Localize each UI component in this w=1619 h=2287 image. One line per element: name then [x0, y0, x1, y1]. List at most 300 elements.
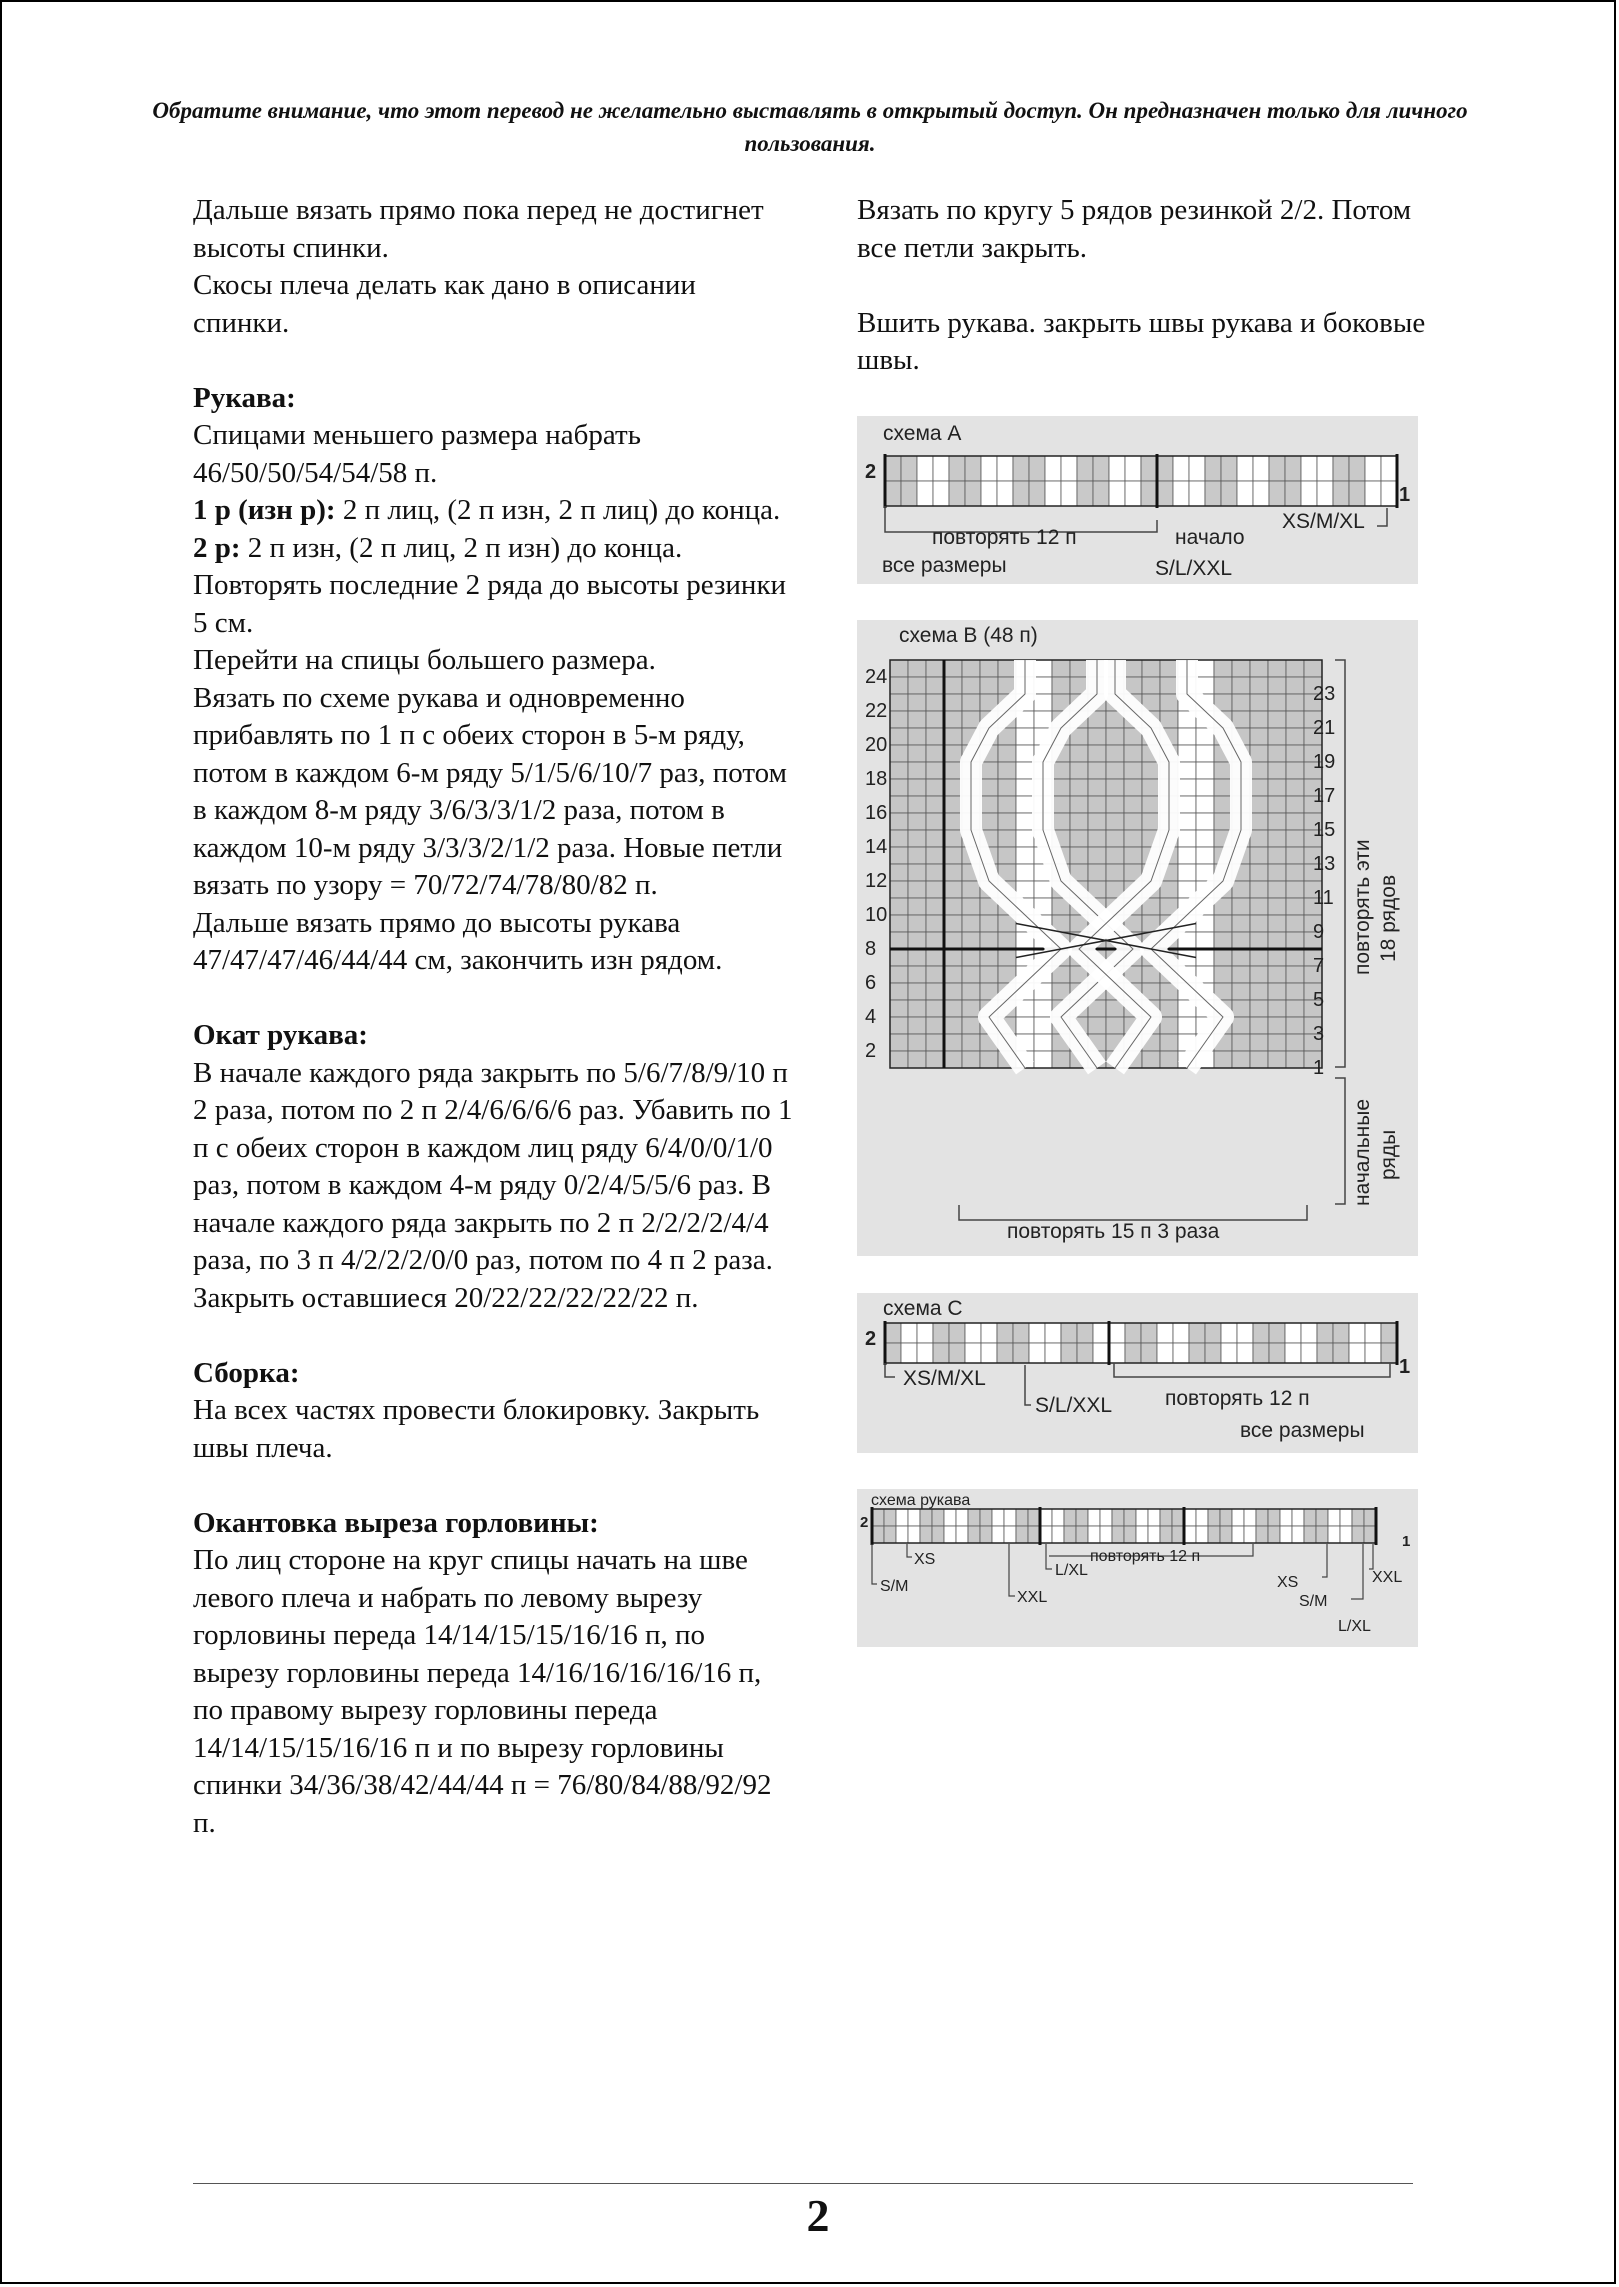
- grid-cell: [1148, 1526, 1160, 1543]
- grid-cell: [949, 1323, 965, 1343]
- grid-cell: [1136, 1509, 1148, 1526]
- grid-cell: [1250, 898, 1268, 915]
- grid-cell: [1157, 481, 1173, 506]
- grid-cell: [1286, 847, 1304, 864]
- chart-sleeve-lxl: L/XL: [1055, 1562, 1088, 1579]
- grid-cell: [908, 915, 926, 932]
- grid-cell: [1148, 1509, 1160, 1526]
- grid-cell: [1052, 1051, 1070, 1068]
- chart-a-repeat: повторять 12 п: [932, 526, 1077, 549]
- grid-cell: [1232, 932, 1250, 949]
- chart-b-left-row-number: 18: [865, 768, 888, 790]
- grid-cell: [1160, 881, 1178, 898]
- grid-cell: [885, 456, 901, 481]
- grid-cell: [1178, 813, 1196, 830]
- grid-cell: [1208, 1509, 1220, 1526]
- chart-b-right-row-number: 15: [1313, 819, 1336, 841]
- grid-cell: [1285, 456, 1301, 481]
- grid-cell: [1093, 456, 1109, 481]
- paragraph-repeat: Повторять последние 2 ряда до высоты резинки 5 см.: [193, 569, 787, 639]
- grid-cell: [1070, 779, 1088, 796]
- grid-cell: [1070, 660, 1088, 677]
- grid-cell: [872, 1509, 884, 1526]
- grid-cell: [1286, 728, 1304, 745]
- grid-cell: [1364, 1526, 1376, 1543]
- chart-b-left-row-number: 8: [865, 938, 877, 960]
- grid-cell: [926, 660, 944, 677]
- chart-c-svg: [857, 1293, 1418, 1453]
- chart-b: [857, 620, 1418, 1256]
- grid-cell: [1196, 813, 1214, 830]
- grid-cell: [1205, 456, 1221, 481]
- grid-cell: [1349, 456, 1365, 481]
- grid-cell: [908, 830, 926, 847]
- grid-cell: [1045, 456, 1061, 481]
- chart-sleeve-sm: S/M: [880, 1578, 909, 1595]
- grid-cell: [1124, 745, 1142, 762]
- grid-cell: [1250, 1034, 1268, 1051]
- grid-cell: [1141, 1323, 1157, 1343]
- grid-cell: [908, 898, 926, 915]
- grid-cell: [1184, 1526, 1196, 1543]
- grid-cell: [926, 728, 944, 745]
- grid-cell: [1064, 1509, 1076, 1526]
- grid-cell: [1070, 813, 1088, 830]
- grid-cell: [997, 1343, 1013, 1363]
- grid-cell: [944, 813, 962, 830]
- chart-sleeve-xxl2: XXL: [1372, 1569, 1403, 1586]
- grid-cell: [1160, 677, 1178, 694]
- grid-cell: [1286, 966, 1304, 983]
- grid-cell: [1333, 456, 1349, 481]
- grid-cell: [1232, 949, 1250, 966]
- chart-sleeve-xxl: XXL: [1017, 1589, 1048, 1606]
- grid-cell: [1250, 694, 1268, 711]
- grid-cell: [1286, 694, 1304, 711]
- grid-cell: [1381, 1343, 1397, 1363]
- grid-cell: [917, 1343, 933, 1363]
- grid-cell: [1365, 481, 1381, 506]
- grid-cell: [885, 481, 901, 506]
- grid-cell: [1141, 1343, 1157, 1363]
- grid-cell: [1106, 1017, 1124, 1034]
- grid-cell: [890, 728, 908, 745]
- grid-cell: [908, 881, 926, 898]
- grid-cell: [962, 1051, 980, 1068]
- chart-b-left-row-number: 22: [865, 700, 888, 722]
- grid-cell: [1328, 1526, 1340, 1543]
- grid-cell: [1214, 762, 1232, 779]
- right-column: [857, 192, 1427, 380]
- grid-cell: [908, 1034, 926, 1051]
- grid-cell: [1034, 1017, 1052, 1034]
- grid-cell: [962, 677, 980, 694]
- chart-b-right-row-number: 11: [1313, 887, 1334, 909]
- grid-cell: [908, 1526, 920, 1543]
- grid-cell: [926, 949, 944, 966]
- grid-cell: [980, 949, 998, 966]
- grid-cell: [1106, 745, 1124, 762]
- grid-cell: [1268, 830, 1286, 847]
- grid-cell: [1088, 728, 1106, 745]
- grid-cell: [890, 966, 908, 983]
- grid-cell: [926, 779, 944, 796]
- chart-sleeve-sm2: S/M: [1299, 1593, 1328, 1610]
- grid-cell: [1124, 830, 1142, 847]
- grid-cell: [1221, 481, 1237, 506]
- grid-cell: [1052, 813, 1070, 830]
- chart-b-repeat-rows-1: повторять эти: [1351, 839, 1374, 975]
- grid-cell: [965, 1343, 981, 1363]
- grid-cell: [1088, 796, 1106, 813]
- grid-cell: [1189, 456, 1205, 481]
- grid-cell: [1253, 1343, 1269, 1363]
- grid-cell: [1077, 481, 1093, 506]
- grid-cell: [1269, 1343, 1285, 1363]
- chart-b-right-row-number: 9: [1313, 921, 1325, 943]
- grid-cell: [998, 660, 1016, 677]
- grid-cell: [1214, 932, 1232, 949]
- grid-cell: [1016, 762, 1034, 779]
- chart-b-right-row-number: 13: [1313, 853, 1336, 875]
- grid-cell: [890, 1017, 908, 1034]
- row2-label: 2 р:: [193, 531, 241, 564]
- grid-cell: [962, 1034, 980, 1051]
- grid-cell: [901, 456, 917, 481]
- grid-cell: [908, 745, 926, 762]
- grid-cell: [949, 1343, 965, 1363]
- grid-cell: [1034, 1000, 1052, 1017]
- paragraph-row2: [193, 530, 793, 568]
- grid-cell: [998, 830, 1016, 847]
- grid-cell: [962, 660, 980, 677]
- grid-cell: [908, 864, 926, 881]
- grid-cell: [1221, 1343, 1237, 1363]
- grid-cell: [965, 1323, 981, 1343]
- grid-cell: [890, 1034, 908, 1051]
- grid-cell: [1173, 1343, 1189, 1363]
- grid-cell: [908, 1017, 926, 1034]
- grid-cell: [1196, 762, 1214, 779]
- grid-cell: [917, 1323, 933, 1343]
- grid-cell: [980, 915, 998, 932]
- grid-cell: [1269, 481, 1285, 506]
- grid-cell: [1280, 1509, 1292, 1526]
- grid-cell: [908, 728, 926, 745]
- grid-cell: [1286, 1034, 1304, 1051]
- grid-cell: [926, 983, 944, 1000]
- grid-cell: [1268, 847, 1286, 864]
- grid-cell: [1052, 1509, 1064, 1526]
- heading-assembly: Сборка:: [193, 1356, 300, 1389]
- grid-cell: [1088, 813, 1106, 830]
- grid-cell: [908, 762, 926, 779]
- chart-c-row-left: 2: [865, 1328, 877, 1350]
- grid-cell: [944, 1017, 962, 1034]
- grid-cell: [962, 983, 980, 1000]
- grid-cell: [1365, 1343, 1381, 1363]
- grid-cell: [944, 1034, 962, 1051]
- grid-cell: [926, 881, 944, 898]
- grid-cell: [908, 932, 926, 949]
- grid-cell: [908, 779, 926, 796]
- grid-cell: [965, 481, 981, 506]
- chart-sleeve-xs2: XS: [1277, 1574, 1299, 1591]
- paragraph-assembly: На всех частях провести блокировку. Закрыть швы плеча.: [193, 1394, 760, 1464]
- grid-cell: [1106, 796, 1124, 813]
- grid-cell: [1016, 1509, 1028, 1526]
- grid-cell: [1034, 881, 1052, 898]
- chart-a-sizes: XS/M/XL: [1282, 510, 1365, 533]
- grid-cell: [1034, 1034, 1052, 1051]
- grid-cell: [1124, 1526, 1136, 1543]
- grid-cell: [885, 1323, 901, 1343]
- grid-cell: [1317, 456, 1333, 481]
- chart-b-right-row-number: 1: [1313, 1057, 1325, 1079]
- chart-sleeve-row-left: 2: [860, 1514, 869, 1531]
- grid-cell: [992, 1509, 1004, 1526]
- grid-cell: [1214, 813, 1232, 830]
- grid-cell: [926, 830, 944, 847]
- grid-cell: [1040, 1526, 1052, 1543]
- grid-cell: [1034, 1051, 1052, 1068]
- grid-cell: [1304, 660, 1322, 677]
- grid-cell: [1016, 745, 1034, 762]
- chart-a-all-sizes: все размеры: [882, 554, 1007, 577]
- heading-neck-edging: Окантовка выреза горловины:: [193, 1506, 599, 1539]
- grid-cell: [1160, 711, 1178, 728]
- row1-label: 1 р (изн р):: [193, 494, 336, 526]
- grid-cell: [1077, 1343, 1093, 1363]
- grid-cell: [1286, 949, 1304, 966]
- grid-cell: [944, 1000, 962, 1017]
- grid-cell: [980, 1509, 992, 1526]
- grid-cell: [1178, 762, 1196, 779]
- grid-cell: [1250, 711, 1268, 728]
- grid-cell: [1178, 864, 1196, 881]
- grid-cell: [926, 966, 944, 983]
- grid-cell: [998, 949, 1016, 966]
- grid-cell: [1157, 1323, 1173, 1343]
- grid-cell: [1268, 711, 1286, 728]
- chart-b-initial-rows-2: ряды: [1377, 1129, 1400, 1180]
- grid-cell: [901, 481, 917, 506]
- chart-a-start-1: начало: [1175, 526, 1245, 549]
- grid-cell: [884, 1526, 896, 1543]
- grid-cell: [981, 1323, 997, 1343]
- chart-c-grid: [885, 1321, 1397, 1365]
- grid-cell: [962, 1000, 980, 1017]
- grid-cell: [1016, 830, 1034, 847]
- grid-cell: [1196, 847, 1214, 864]
- chart-sleeve-svg: [857, 1489, 1418, 1647]
- grid-cell: [926, 1017, 944, 1034]
- grid-cell: [1286, 898, 1304, 915]
- grid-cell: [1232, 694, 1250, 711]
- grid-cell: [1106, 779, 1124, 796]
- grid-cell: [890, 694, 908, 711]
- grid-cell: [1029, 456, 1045, 481]
- grid-cell: [1250, 728, 1268, 745]
- grid-cell: [1029, 1343, 1045, 1363]
- grid-cell: [908, 949, 926, 966]
- grid-cell: [1286, 660, 1304, 677]
- grid-cell: [965, 456, 981, 481]
- grid-cell: [885, 1343, 901, 1363]
- grid-cell: [1237, 1343, 1253, 1363]
- grid-cell: [1214, 660, 1232, 677]
- grid-cell: [1016, 796, 1034, 813]
- grid-cell: [926, 745, 944, 762]
- grid-cell: [944, 847, 962, 864]
- grid-cell: [926, 847, 944, 864]
- grid-cell: [1106, 847, 1124, 864]
- page-number: 2: [806, 2190, 830, 2241]
- grid-cell: [1160, 1017, 1178, 1034]
- paragraph-row1: [193, 492, 793, 530]
- grid-cell: [1088, 1526, 1100, 1543]
- grid-cell: [908, 1509, 920, 1526]
- grid-cell: [1160, 694, 1178, 711]
- grid-cell: [1189, 1323, 1205, 1343]
- grid-cell: [1352, 1509, 1364, 1526]
- grid-cell: [1250, 796, 1268, 813]
- grid-cell: [1286, 830, 1304, 847]
- grid-cell: [1365, 456, 1381, 481]
- grid-cell: [1292, 1526, 1304, 1543]
- grid-cell: [908, 1051, 926, 1068]
- grid-cell: [1088, 762, 1106, 779]
- grid-cell: [1173, 456, 1189, 481]
- grid-cell: [890, 796, 908, 813]
- grid-cell: [1286, 1000, 1304, 1017]
- grid-cell: [1142, 813, 1160, 830]
- grid-cell: [1189, 481, 1205, 506]
- grid-cell: [890, 660, 908, 677]
- grid-cell: [890, 1051, 908, 1068]
- paragraph-front: Дальше вязать прямо пока перед не достигнет высоты спинки.: [193, 194, 764, 264]
- grid-cell: [944, 796, 962, 813]
- grid-cell: [1196, 796, 1214, 813]
- grid-cell: [926, 915, 944, 932]
- grid-cell: [1317, 481, 1333, 506]
- grid-cell: [1333, 1343, 1349, 1363]
- grid-cell: [949, 456, 965, 481]
- grid-cell: [1381, 456, 1397, 481]
- grid-cell: [1333, 1323, 1349, 1343]
- grid-cell: [1268, 779, 1286, 796]
- grid-cell: [890, 881, 908, 898]
- grid-cell: [1077, 1323, 1093, 1343]
- grid-cell: [908, 694, 926, 711]
- grid-cell: [1061, 1323, 1077, 1343]
- grid-cell: [1214, 966, 1232, 983]
- chart-c-sizes2: S/L/XXL: [1035, 1394, 1113, 1417]
- grid-cell: [1208, 1526, 1220, 1543]
- grid-cell: [1028, 1509, 1040, 1526]
- grid-cell: [908, 966, 926, 983]
- grid-cell: [1125, 481, 1141, 506]
- grid-cell: [992, 1526, 1004, 1543]
- chart-b-repeat-bottom: повторять 15 п 3 раза: [1007, 1220, 1220, 1243]
- chart-b-left-row-number: 2: [865, 1040, 877, 1062]
- grid-cell: [1268, 694, 1286, 711]
- grid-cell: [926, 694, 944, 711]
- grid-cell: [1034, 660, 1052, 677]
- grid-cell: [1016, 847, 1034, 864]
- chart-c-repeat: повторять 12 п: [1165, 1387, 1310, 1410]
- grid-cell: [1013, 1323, 1029, 1343]
- grid-cell: [933, 456, 949, 481]
- chart-sleeve-title: схема рукава: [871, 1492, 971, 1509]
- grid-cell: [1093, 1343, 1109, 1363]
- grid-cell: [1124, 847, 1142, 864]
- heading-sleeves: Рукава:: [193, 381, 296, 414]
- grid-cell: [1141, 456, 1157, 481]
- paragraph-switch: Перейти на спицы большего размера.: [193, 644, 656, 676]
- grid-cell: [1232, 898, 1250, 915]
- grid-cell: [1142, 779, 1160, 796]
- grid-cell: [944, 660, 962, 677]
- grid-cell: [1250, 745, 1268, 762]
- grid-cell: [1286, 864, 1304, 881]
- grid-cell: [1237, 481, 1253, 506]
- grid-cell: [998, 779, 1016, 796]
- grid-cell: [1286, 932, 1304, 949]
- grid-cell: [1286, 915, 1304, 932]
- grid-cell: [1106, 762, 1124, 779]
- grid-cell: [1268, 898, 1286, 915]
- grid-cell: [1352, 1526, 1364, 1543]
- chart-b-left-row-numbers: [865, 666, 887, 1062]
- grid-cell: [1029, 481, 1045, 506]
- grid-cell: [1029, 1323, 1045, 1343]
- grid-cell: [1232, 1509, 1244, 1526]
- chart-sleeve-lxl2: L/XL: [1338, 1618, 1371, 1635]
- grid-cell: [1268, 1526, 1280, 1543]
- grid-cell: [1250, 966, 1268, 983]
- grid-cell: [1268, 813, 1286, 830]
- grid-cell: [1365, 1323, 1381, 1343]
- grid-cell: [1268, 745, 1286, 762]
- grid-cell: [998, 762, 1016, 779]
- grid-cell: [1142, 660, 1160, 677]
- grid-cell: [890, 915, 908, 932]
- grid-cell: [1109, 481, 1125, 506]
- chart-b-left-row-number: 20: [865, 734, 888, 756]
- grid-cell: [1232, 1051, 1250, 1068]
- grid-cell: [980, 677, 998, 694]
- grid-cell: [926, 762, 944, 779]
- grid-cell: [1004, 1526, 1016, 1543]
- grid-cell: [1070, 762, 1088, 779]
- grid-cell: [890, 898, 908, 915]
- paragraph-neck-edging: По лиц стороне на круг спицы начать на шве левого плеча и набрать по левому вырезу горловины переда 14/14/15/15/16/16 п, по вырезу горловины переда 14/16/16/16/16/16 п, по правому вырезу горловины переда 14/14/15/15/16/16 п и по вырезу горловины спинки 34/36/38/42/44/44 п = 76/80/84/88/92/92 п.: [193, 1544, 772, 1839]
- grid-cell: [1013, 456, 1029, 481]
- chart-b-left-row-number: 12: [865, 870, 888, 892]
- grid-cell: [1269, 456, 1285, 481]
- grid-cell: [1237, 1323, 1253, 1343]
- grid-cell: [997, 1323, 1013, 1343]
- grid-cell: [1070, 847, 1088, 864]
- grid-cell: [1214, 796, 1232, 813]
- grid-cell: [1364, 1509, 1376, 1526]
- grid-cell: [1232, 1526, 1244, 1543]
- grid-cell: [1070, 830, 1088, 847]
- grid-cell: [1160, 1034, 1178, 1051]
- grid-cell: [917, 456, 933, 481]
- chart-b-right-row-number: 5: [1313, 989, 1325, 1011]
